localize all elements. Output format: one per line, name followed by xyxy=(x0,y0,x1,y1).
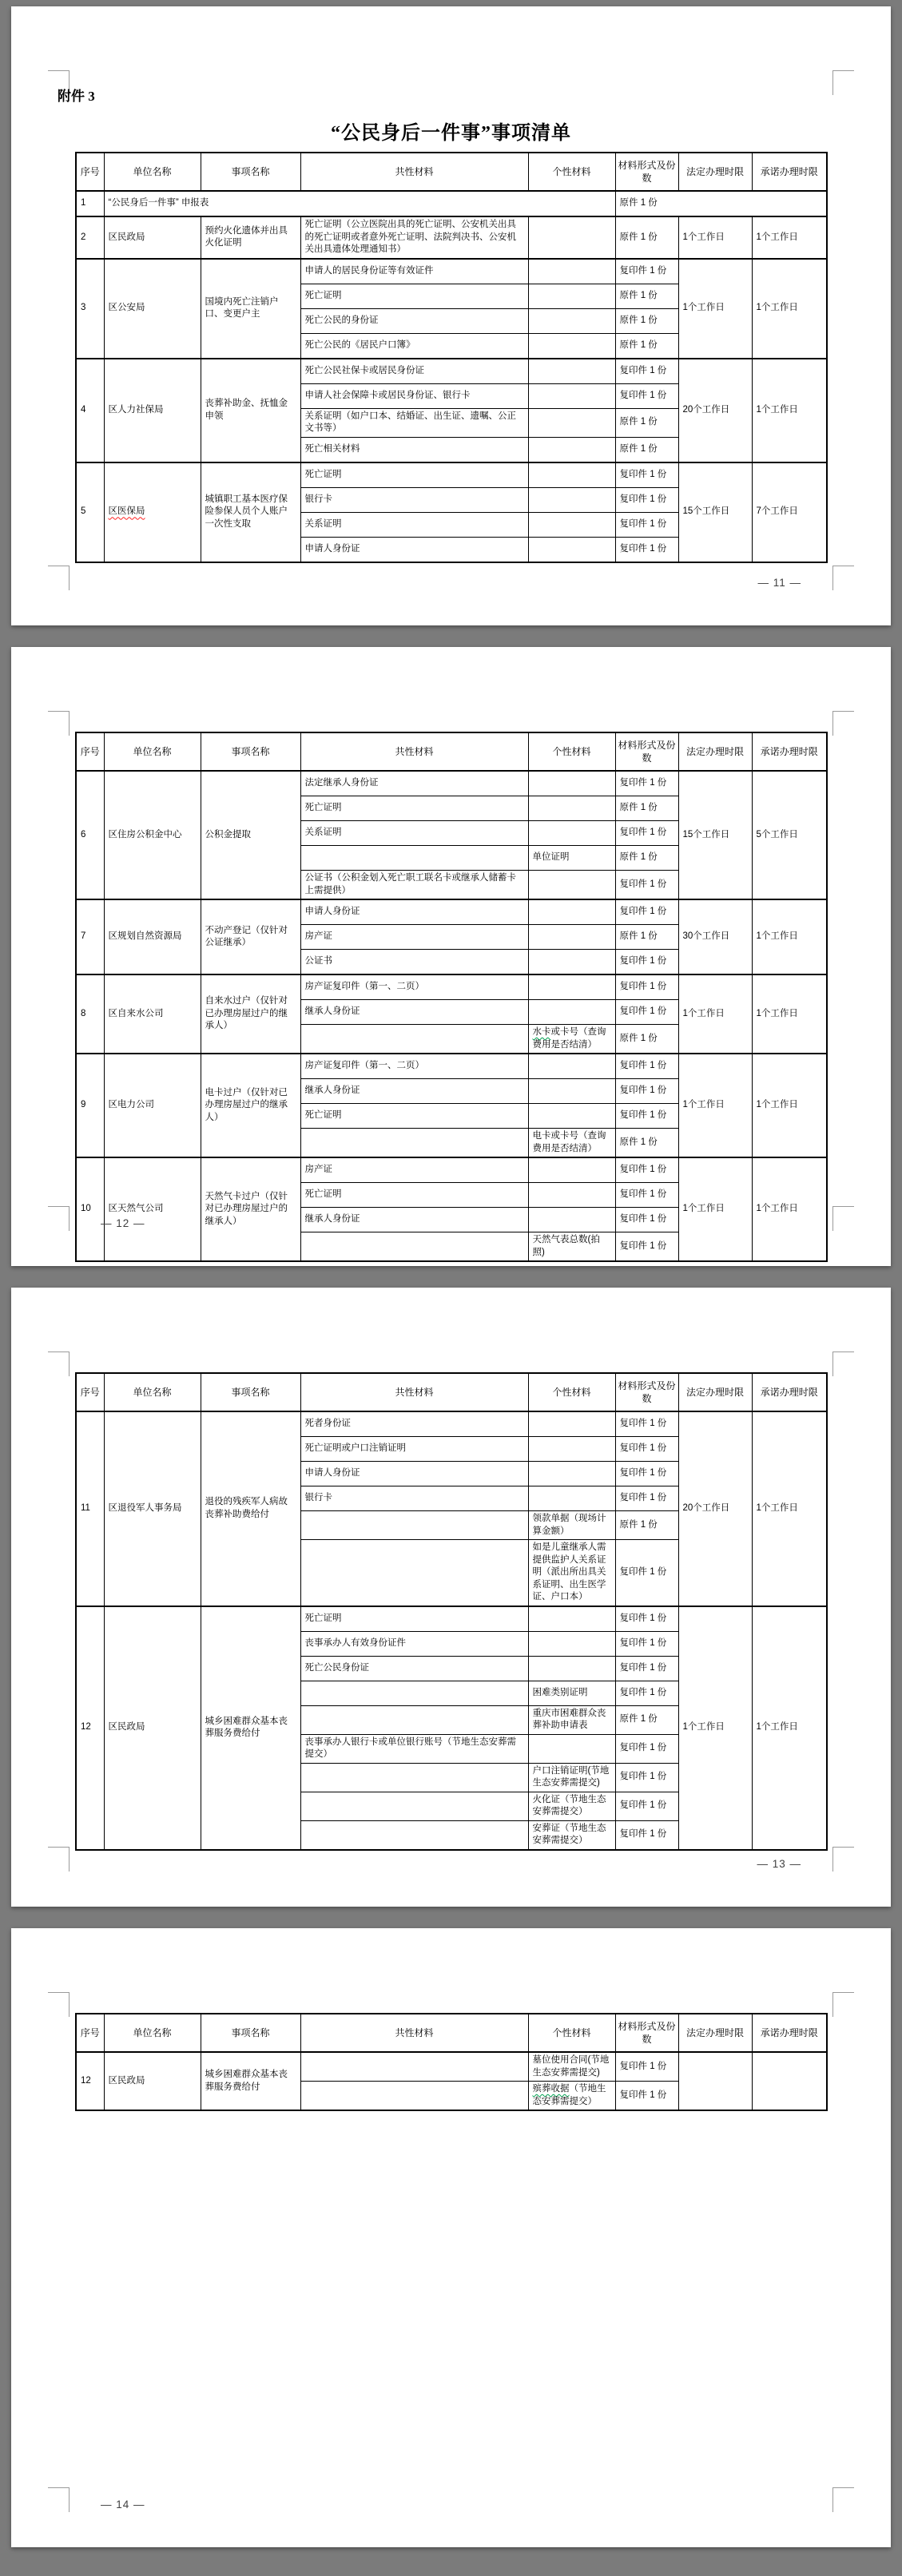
promised-limit-cell: 5个工作日 xyxy=(752,771,827,899)
item-cell: 丧葬补助金、抚恤金申领 xyxy=(201,359,300,462)
table-header-row xyxy=(76,153,827,191)
unit-cell: 区人力社保局 xyxy=(104,359,201,462)
crop-mark-bottom-right-icon xyxy=(832,1206,854,1231)
table-row xyxy=(76,1411,827,1437)
item-cell: 预约火化遗体并出具火化证明 xyxy=(201,216,300,259)
common-material-cell xyxy=(300,1681,528,1705)
common-material-cell: 死亡公民社保卡或居民身份证 xyxy=(300,359,528,384)
column-header: 共性材料 xyxy=(300,1373,528,1411)
common-material-cell xyxy=(300,1820,528,1850)
column-header: 个性材料 xyxy=(528,732,615,771)
legal-limit-cell: 15个工作日 xyxy=(678,462,752,562)
legal-limit-cell: 20个工作日 xyxy=(678,1411,752,1606)
personal-material-cell xyxy=(528,1437,615,1462)
item-cell: 城乡困难群众基本丧葬服务费给付 xyxy=(201,2052,300,2110)
promised-limit-cell: 1个工作日 xyxy=(752,359,827,462)
table-row xyxy=(76,899,827,925)
personal-material-cell: 安葬证（节地生态安葬需提交） xyxy=(528,1820,615,1850)
unit-cell: 区天然气公司 xyxy=(104,1157,201,1261)
material-form-cell: 复印件 1 份 xyxy=(615,1734,678,1763)
common-material-cell: 死亡公民的身份证 xyxy=(300,308,528,333)
common-material-cell: 关系证明（如户口本、结婚证、出生证、遗嘱、公正文书等） xyxy=(300,408,528,437)
material-form-cell: 原件 1 份 xyxy=(615,1129,678,1158)
common-material-cell: 关系证明 xyxy=(300,821,528,846)
personal-material-cell: 墓位使用合同(节地生态安葬需提交) xyxy=(528,2052,615,2082)
item-cell: 城镇职工基本医疗保险参保人员个人账户一次性支取 xyxy=(201,462,300,562)
personal-material-cell xyxy=(528,359,615,384)
promised-limit-cell: 7个工作日 xyxy=(752,462,827,562)
material-form-cell: 复印件 1 份 xyxy=(615,512,678,537)
personal-material-cell: 领款单据（现场计算金额） xyxy=(528,1511,615,1540)
column-header: 个性材料 xyxy=(528,2014,615,2052)
material-form-cell: 原件 1 份 xyxy=(615,1705,678,1734)
material-form-cell: 复印件 1 份 xyxy=(615,537,678,562)
legal-limit-cell: 20个工作日 xyxy=(678,359,752,462)
material-form-cell: 复印件 1 份 xyxy=(615,1486,678,1511)
personal-material-cell: 单位证明 xyxy=(528,846,615,871)
unit-cell xyxy=(104,462,201,562)
material-form-cell: 复印件 1 份 xyxy=(615,1820,678,1850)
seq-cell: 7 xyxy=(76,899,104,974)
material-form-cell: 复印件 1 份 xyxy=(615,871,678,900)
personal-material-cell xyxy=(528,1486,615,1511)
personal-material-cell xyxy=(528,308,615,333)
personal-material-cell xyxy=(528,771,615,796)
report-form-cell: “公民身后一件事” 申报表 xyxy=(104,191,615,216)
column-header: 单位名称 xyxy=(104,153,201,191)
seq-cell: 11 xyxy=(76,1411,104,1606)
crop-mark-bottom-right-icon xyxy=(832,1847,854,1871)
material-form-cell: 复印件 1 份 xyxy=(615,259,678,284)
material-form-cell: 原件 1 份 xyxy=(615,408,678,437)
legal-limit-cell: 15个工作日 xyxy=(678,771,752,899)
promised-limit-cell: 1个工作日 xyxy=(752,1054,827,1157)
personal-material-cell xyxy=(528,899,615,925)
items-table xyxy=(75,1372,828,1851)
table-row xyxy=(76,1157,827,1183)
column-header: 材料形式及份数 xyxy=(615,2014,678,2052)
promised-limit-cell: 1个工作日 xyxy=(752,216,827,259)
personal-material-cell: 水卡或卡号（查询费用是否结清） xyxy=(528,1025,615,1054)
common-material-cell xyxy=(300,1540,528,1606)
personal-material-cell xyxy=(528,925,615,950)
material-form-cell: 原件 1 份 xyxy=(615,925,678,950)
common-material-cell: 继承人身份证 xyxy=(300,1079,528,1104)
item-cell: 不动产登记（仅针对公证继承） xyxy=(201,899,300,974)
material-form-cell: 原件 1 份 xyxy=(615,796,678,821)
promised-limit-cell xyxy=(752,2052,827,2110)
material-form-cell: 原件 1 份 xyxy=(615,284,678,308)
crop-mark-top-left-icon xyxy=(48,1992,70,2017)
items-table xyxy=(75,2013,828,2111)
crop-mark-bottom-left-icon xyxy=(48,1847,70,1871)
spellcheck-underline: 殡葬收据 xyxy=(532,2084,570,2094)
seq-cell: 8 xyxy=(76,974,104,1054)
column-header: 单位名称 xyxy=(104,2014,201,2052)
common-material-cell: 申请人身份证 xyxy=(300,899,528,925)
common-material-cell: 银行卡 xyxy=(300,1486,528,1511)
table-row xyxy=(76,1606,827,1632)
common-material-cell: 死亡公民的《居民户口簿》 xyxy=(300,333,528,359)
personal-material-cell xyxy=(528,1631,615,1656)
common-material-cell xyxy=(300,1232,528,1262)
material-form-cell: 原件 1 份 xyxy=(615,216,678,259)
personal-material-cell xyxy=(528,1208,615,1232)
material-form-cell: 复印件 1 份 xyxy=(615,899,678,925)
common-material-cell xyxy=(300,1511,528,1540)
material-form-cell: 原件 1 份 xyxy=(615,1511,678,1540)
personal-material-cell: 火化证（节地生态安葬需提交） xyxy=(528,1792,615,1820)
common-material-cell xyxy=(300,846,528,871)
table-row xyxy=(76,2052,827,2082)
material-form-cell: 复印件 1 份 xyxy=(615,2082,678,2111)
table-header-row xyxy=(76,1373,827,1411)
common-material-cell xyxy=(300,2082,528,2111)
page-number: — 12 — xyxy=(101,1217,145,1229)
item-cell: 电卡过户（仅针对已办理房屋过户的继承人） xyxy=(201,1054,300,1157)
column-header: 承诺办理时限 xyxy=(752,2014,827,2052)
column-header: 法定办理时限 xyxy=(678,153,752,191)
common-material-cell: 死亡证明或户口注销证明 xyxy=(300,1437,528,1462)
material-form-cell: 复印件 1 份 xyxy=(615,1183,678,1208)
crop-mark-top-right-icon xyxy=(832,1352,854,1376)
personal-material-cell: 困难类别证明 xyxy=(528,1681,615,1705)
unit-cell: 区民政局 xyxy=(104,1606,201,1850)
seq-cell: 9 xyxy=(76,1054,104,1157)
personal-material-cell xyxy=(528,284,615,308)
document-page-4 xyxy=(11,1928,891,2547)
common-material-cell: 房产证复印件（第一、二页） xyxy=(300,974,528,1000)
common-material-cell xyxy=(300,1705,528,1734)
common-material-cell: 申请人社会保障卡或居民身份证、银行卡 xyxy=(300,383,528,408)
items-table xyxy=(75,152,828,563)
column-header: 材料形式及份数 xyxy=(615,153,678,191)
material-form-cell: 复印件 1 份 xyxy=(615,1157,678,1183)
common-material-cell xyxy=(300,2052,528,2082)
material-form-cell: 复印件 1 份 xyxy=(615,1656,678,1681)
seq-cell: 10 xyxy=(76,1157,104,1261)
common-material-cell xyxy=(300,1792,528,1820)
material-form-cell: 复印件 1 份 xyxy=(615,1631,678,1656)
table-row xyxy=(76,974,827,1000)
personal-material-cell xyxy=(528,462,615,488)
personal-material-cell: 天然气表总数(拍照) xyxy=(528,1232,615,1262)
material-form-cell: 复印件 1 份 xyxy=(615,771,678,796)
unit-cell: 区电力公司 xyxy=(104,1054,201,1157)
unit-cell: 区规划自然资源局 xyxy=(104,899,201,974)
common-material-cell: 法定继承人身份证 xyxy=(300,771,528,796)
crop-mark-top-right-icon xyxy=(832,711,854,736)
material-form-cell: 复印件 1 份 xyxy=(615,1606,678,1632)
column-header: 承诺办理时限 xyxy=(752,153,827,191)
crop-mark-bottom-left-icon xyxy=(48,2487,70,2512)
document-title: “公民身后一件事”事项清单 xyxy=(331,123,571,144)
column-header: 单位名称 xyxy=(104,1373,201,1411)
personal-material-cell xyxy=(528,437,615,462)
personal-material-cell xyxy=(528,1183,615,1208)
common-material-cell: 死亡相关材料 xyxy=(300,437,528,462)
common-material-cell: 死亡公民身份证 xyxy=(300,1656,528,1681)
common-material-cell: 银行卡 xyxy=(300,487,528,512)
common-material-cell: 申请人身份证 xyxy=(300,537,528,562)
material-form-cell: 复印件 1 份 xyxy=(615,1681,678,1705)
common-material-cell: 丧事承办人银行卡或单位银行账号（节地生态安葬需提交） xyxy=(300,1734,528,1763)
material-form-cell: 复印件 1 份 xyxy=(615,1000,678,1025)
common-material-cell: 房产证复印件（第一、二页） xyxy=(300,1054,528,1079)
material-form-cell: 复印件 1 份 xyxy=(615,1540,678,1606)
material-form-cell: 原件 1 份 xyxy=(615,846,678,871)
column-header: 承诺办理时限 xyxy=(752,732,827,771)
unit-cell: 区住房公积金中心 xyxy=(104,771,201,899)
personal-material-cell xyxy=(528,1104,615,1129)
material-form-cell: 复印件 1 份 xyxy=(615,383,678,408)
crop-mark-bottom-left-icon xyxy=(48,566,70,590)
material-form-cell: 复印件 1 份 xyxy=(615,950,678,975)
column-header: 序号 xyxy=(76,732,104,771)
column-header: 事项名称 xyxy=(201,2014,300,2052)
common-material-cell xyxy=(300,1025,528,1054)
promised-limit-cell: 1个工作日 xyxy=(752,1606,827,1850)
material-form-cell: 复印件 1 份 xyxy=(615,1104,678,1129)
personal-material-cell: 电卡或卡号（查询费用是否结清） xyxy=(528,1129,615,1158)
common-material-cell: 申请人的居民身份证等有效证件 xyxy=(300,259,528,284)
column-header: 法定办理时限 xyxy=(678,2014,752,2052)
material-form-cell: 原件 1 份 xyxy=(615,437,678,462)
material-form-cell: 原件 1 份 xyxy=(615,1025,678,1054)
material-form-cell: 复印件 1 份 xyxy=(615,1437,678,1462)
personal-material-cell xyxy=(528,974,615,1000)
material-form-cell: 复印件 1 份 xyxy=(615,1232,678,1262)
common-material-cell: 继承人身份证 xyxy=(300,1208,528,1232)
crop-mark-top-left-icon xyxy=(48,1352,70,1376)
personal-material-cell xyxy=(528,259,615,284)
personal-material-cell xyxy=(528,333,615,359)
unit-cell: 区民政局 xyxy=(104,2052,201,2110)
personal-material-cell xyxy=(528,408,615,437)
common-material-cell: 申请人身份证 xyxy=(300,1462,528,1486)
page-number: — 14 — xyxy=(101,2499,145,2511)
personal-material-cell: 如是儿童继承人需提供监护人关系证明（派出所出具关系证明、出生医学证、户口本） xyxy=(528,1540,615,1606)
promised-limit-cell: 1个工作日 xyxy=(752,899,827,974)
document-page-3 xyxy=(11,1288,891,1907)
material-form-cell: 复印件 1 份 xyxy=(615,2052,678,2082)
legal-limit-cell: 1个工作日 xyxy=(678,974,752,1054)
common-material-cell: 死亡证明 xyxy=(300,1183,528,1208)
column-header: 事项名称 xyxy=(201,732,300,771)
column-header: 共性材料 xyxy=(300,732,528,771)
column-header: 共性材料 xyxy=(300,153,528,191)
table-header-row xyxy=(76,2014,827,2052)
material-form-cell: 复印件 1 份 xyxy=(615,1763,678,1792)
personal-material-cell xyxy=(528,1411,615,1437)
personal-material-cell xyxy=(528,1079,615,1104)
common-material-cell: 房产证 xyxy=(300,1157,528,1183)
common-material-cell xyxy=(300,1763,528,1792)
common-material-cell: 继承人身份证 xyxy=(300,1000,528,1025)
personal-material-cell xyxy=(528,1734,615,1763)
common-material-cell: 死亡证明 xyxy=(300,1104,528,1129)
material-form-cell: 原件 1 份 xyxy=(615,308,678,333)
column-header: 法定办理时限 xyxy=(678,1373,752,1411)
personal-material-cell xyxy=(528,871,615,900)
column-header: 单位名称 xyxy=(104,732,201,771)
legal-limit-cell: 1个工作日 xyxy=(678,259,752,359)
table-header-row xyxy=(76,732,827,771)
spellcheck-underline: 区医保局 xyxy=(108,506,145,517)
common-material-cell: 死者身份证 xyxy=(300,1411,528,1437)
personal-material-cell xyxy=(528,1000,615,1025)
common-material-cell: 房产证 xyxy=(300,925,528,950)
personal-material-cell xyxy=(528,950,615,975)
legal-limit-cell xyxy=(678,2052,752,2110)
legal-limit-cell: 1个工作日 xyxy=(678,1606,752,1850)
common-material-cell: 关系证明 xyxy=(300,512,528,537)
personal-material-cell xyxy=(528,383,615,408)
attachment-label: 附件 3 xyxy=(58,89,95,104)
material-form-cell: 复印件 1 份 xyxy=(615,359,678,384)
personal-material-cell xyxy=(528,821,615,846)
column-header: 承诺办理时限 xyxy=(752,1373,827,1411)
crop-mark-top-right-icon xyxy=(832,1992,854,2017)
seq-cell: 5 xyxy=(76,462,104,562)
promised-limit-cell: 1个工作日 xyxy=(752,259,827,359)
table-row xyxy=(76,771,827,796)
common-material-cell: 公证书（公积金划入死亡职工联名卡或继承人储蓄卡上需提供） xyxy=(300,871,528,900)
seq-cell: 2 xyxy=(76,216,104,259)
column-header: 材料形式及份数 xyxy=(615,732,678,771)
table-row xyxy=(76,191,827,216)
crop-mark-bottom-left-icon xyxy=(48,1206,70,1231)
table-row xyxy=(76,216,827,259)
item-cell: 天然气卡过户（仅针对已办理房屋过户的继承人） xyxy=(201,1157,300,1261)
material-form-cell: 复印件 1 份 xyxy=(615,1079,678,1104)
material-form-cell: 复印件 1 份 xyxy=(615,1462,678,1486)
personal-material-cell xyxy=(528,216,615,259)
common-material-cell: 死亡证明 xyxy=(300,796,528,821)
column-header: 事项名称 xyxy=(201,1373,300,1411)
page-number: — 11 — xyxy=(757,577,801,589)
items-table xyxy=(75,732,828,1262)
personal-material-cell xyxy=(528,1157,615,1183)
crop-mark-top-right-icon xyxy=(832,70,854,95)
personal-material-cell xyxy=(528,1462,615,1486)
material-form-cell: 复印件 1 份 xyxy=(615,1054,678,1079)
seq-cell: 12 xyxy=(76,1606,104,1850)
material-form-cell: 复印件 1 份 xyxy=(615,1792,678,1820)
column-header: 共性材料 xyxy=(300,2014,528,2052)
legal-limit-cell: 1个工作日 xyxy=(678,216,752,259)
column-header: 序号 xyxy=(76,1373,104,1411)
column-header: 材料形式及份数 xyxy=(615,1373,678,1411)
column-header: 个性材料 xyxy=(528,1373,615,1411)
personal-material-cell xyxy=(528,1606,615,1632)
material-form-cell: 复印件 1 份 xyxy=(615,1208,678,1232)
personal-material-cell: 殡葬收据（节地生态安葬需提交） xyxy=(528,2082,615,2111)
promised-limit-cell: 1个工作日 xyxy=(752,974,827,1054)
seq-cell: 1 xyxy=(76,191,104,216)
personal-material-cell: 重庆市困难群众丧葬补助申请表 xyxy=(528,1705,615,1734)
material-form-cell: 原件 1 份 xyxy=(615,191,827,216)
document-page-2 xyxy=(11,647,891,1266)
seq-cell: 6 xyxy=(76,771,104,899)
promised-limit-cell: 1个工作日 xyxy=(752,1411,827,1606)
personal-material-cell xyxy=(528,796,615,821)
crop-mark-bottom-right-icon xyxy=(832,2487,854,2512)
material-form-cell: 复印件 1 份 xyxy=(615,974,678,1000)
personal-material-cell xyxy=(528,512,615,537)
material-form-cell: 复印件 1 份 xyxy=(615,487,678,512)
seq-cell: 12 xyxy=(76,2052,104,2110)
common-material-cell xyxy=(300,1129,528,1158)
legal-limit-cell: 1个工作日 xyxy=(678,1054,752,1157)
table-row xyxy=(76,1054,827,1079)
page-number: — 13 — xyxy=(757,1858,801,1870)
unit-cell: 区民政局 xyxy=(104,216,201,259)
material-form-cell: 复印件 1 份 xyxy=(615,462,678,488)
common-material-cell: 死亡证明 xyxy=(300,462,528,488)
unit-cell: 区退役军人事务局 xyxy=(104,1411,201,1606)
promised-limit-cell: 1个工作日 xyxy=(752,1157,827,1261)
table-row xyxy=(76,462,827,488)
table-row xyxy=(76,259,827,284)
common-material-cell: 丧事承办人有效身份证件 xyxy=(300,1631,528,1656)
column-header: 个性材料 xyxy=(528,153,615,191)
common-material-cell: 死亡证明（公立医院出具的死亡证明、公安机关出具的死亡证明或者意外死亡证明、法院判决书、公安机关出具遗体处理通知书） xyxy=(300,216,528,259)
legal-limit-cell: 1个工作日 xyxy=(678,1157,752,1261)
unit-cell: 区公安局 xyxy=(104,259,201,359)
spellcheck-underline: 水卡 xyxy=(532,1027,551,1038)
personal-material-cell xyxy=(528,487,615,512)
personal-material-cell xyxy=(528,1054,615,1079)
unit-cell: 区自来水公司 xyxy=(104,974,201,1054)
item-cell: 退役的残疾军人病故丧葬补助费给付 xyxy=(201,1411,300,1606)
table-row xyxy=(76,359,827,384)
document-page-1 xyxy=(11,6,891,625)
seq-cell: 4 xyxy=(76,359,104,462)
column-header: 法定办理时限 xyxy=(678,732,752,771)
personal-material-cell xyxy=(528,1656,615,1681)
material-form-cell: 复印件 1 份 xyxy=(615,1411,678,1437)
item-cell: 公积金提取 xyxy=(201,771,300,899)
column-header: 序号 xyxy=(76,2014,104,2052)
column-header: 序号 xyxy=(76,153,104,191)
crop-mark-bottom-right-icon xyxy=(832,566,854,590)
material-form-cell: 原件 1 份 xyxy=(615,333,678,359)
common-material-cell: 公证书 xyxy=(300,950,528,975)
column-header: 事项名称 xyxy=(201,153,300,191)
seq-cell: 3 xyxy=(76,259,104,359)
legal-limit-cell: 30个工作日 xyxy=(678,899,752,974)
item-cell: 国境内死亡注销户口、变更户主 xyxy=(201,259,300,359)
crop-mark-top-left-icon xyxy=(48,711,70,736)
personal-material-cell xyxy=(528,537,615,562)
personal-material-cell: 户口注销证明(节地生态安葬需提交) xyxy=(528,1763,615,1792)
material-form-cell: 复印件 1 份 xyxy=(615,821,678,846)
common-material-cell: 死亡证明 xyxy=(300,1606,528,1632)
common-material-cell: 死亡证明 xyxy=(300,284,528,308)
item-cell: 自来水过户（仅针对已办理房屋过户的继承人） xyxy=(201,974,300,1054)
item-cell: 城乡困难群众基本丧葬服务费给付 xyxy=(201,1606,300,1850)
